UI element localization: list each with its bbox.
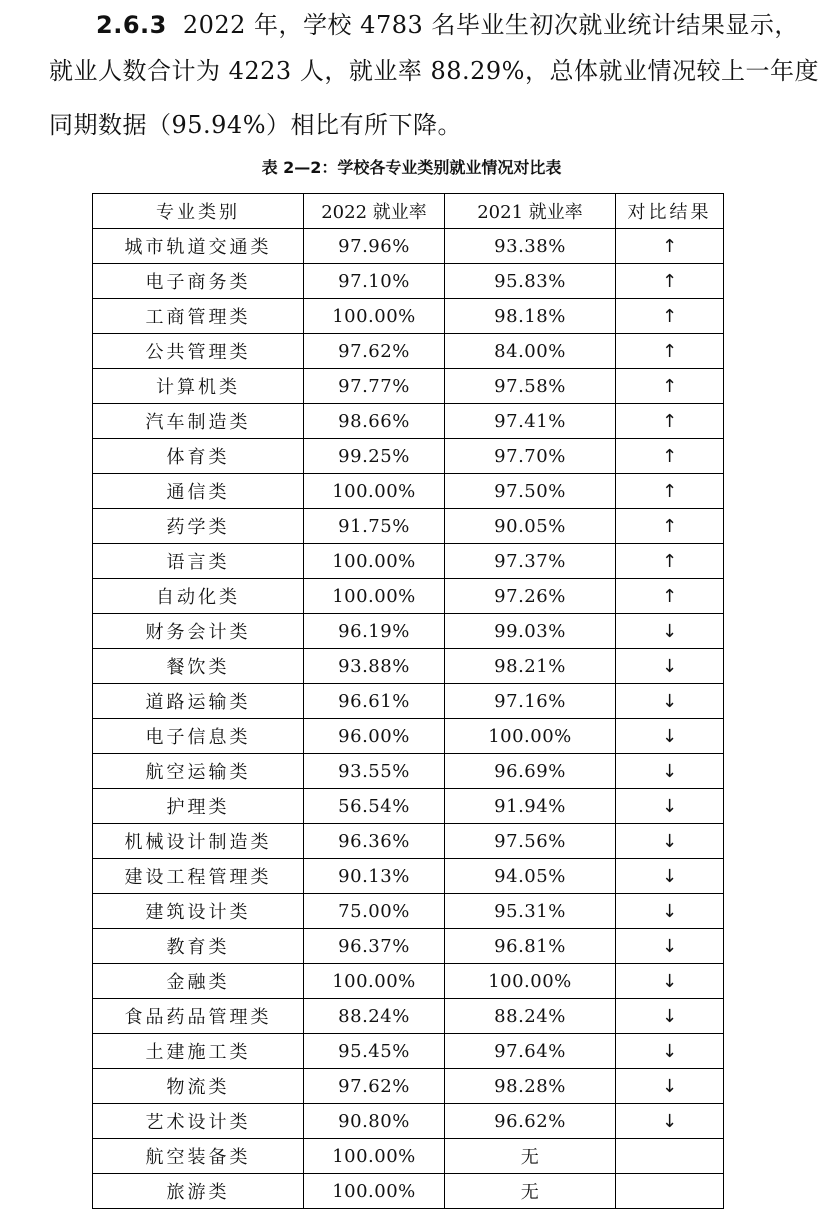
result-cell: ↓ (616, 614, 724, 649)
rate-2021-cell: 93.38% (445, 229, 616, 264)
rate-2021-cell: 无 (445, 1139, 616, 1174)
category-cell: 道路运输类 (93, 684, 304, 719)
category-cell: 旅游类 (93, 1174, 304, 1209)
table-row (93, 229, 724, 264)
category-cell: 语言类 (93, 544, 304, 579)
table-row (93, 1174, 724, 1209)
rate-2022-cell: 100.00% (304, 1174, 445, 1209)
category-cell: 教育类 (93, 929, 304, 964)
rate-2022-cell: 97.96% (304, 229, 445, 264)
result-cell: ↓ (616, 649, 724, 684)
result-cell: ↑ (616, 334, 724, 369)
rate-2021-cell: 97.16% (445, 684, 616, 719)
result-cell: ↓ (616, 754, 724, 789)
rate-2021-cell: 100.00% (445, 964, 616, 999)
table-row (93, 299, 724, 334)
table-header-row (93, 194, 724, 229)
category-cell: 护理类 (93, 789, 304, 824)
table-row (93, 334, 724, 369)
table-row (93, 264, 724, 299)
category-cell: 通信类 (93, 474, 304, 509)
result-cell: ↑ (616, 509, 724, 544)
table-row (93, 929, 724, 964)
table-row (93, 719, 724, 754)
paragraph-line-3: 同期数据（95.94%）相比有所下降。 (49, 111, 463, 139)
rate-2021-cell: 97.56% (445, 824, 616, 859)
rate-2022-cell: 100.00% (304, 544, 445, 579)
table-row (93, 1034, 724, 1069)
rate-2021-cell: 91.94% (445, 789, 616, 824)
paragraph-line-1-text: 2022 年，学校 4783 名毕业生初次就业统计结果显示， (182, 11, 799, 39)
rate-2022-cell: 97.77% (304, 369, 445, 404)
result-cell (616, 1174, 724, 1209)
paragraph-line-1 (96, 10, 799, 40)
table-row (93, 754, 724, 789)
category-cell: 公共管理类 (93, 334, 304, 369)
rate-2021-cell: 无 (445, 1174, 616, 1209)
rate-2022-cell: 96.19% (304, 614, 445, 649)
rate-2022-cell: 100.00% (304, 474, 445, 509)
category-cell: 汽车制造类 (93, 404, 304, 439)
result-cell: ↓ (616, 964, 724, 999)
rate-2021-cell: 97.70% (445, 439, 616, 474)
result-cell (616, 1139, 724, 1174)
table-row (93, 509, 724, 544)
table-row (93, 894, 724, 929)
result-cell: ↑ (616, 404, 724, 439)
rate-2022-cell: 100.00% (304, 964, 445, 999)
result-cell: ↓ (616, 1104, 724, 1139)
rate-2022-cell: 96.61% (304, 684, 445, 719)
rate-2021-cell: 99.03% (445, 614, 616, 649)
header-category: 专业类别 (93, 194, 304, 229)
category-cell: 计算机类 (93, 369, 304, 404)
category-cell: 航空运输类 (93, 754, 304, 789)
table-row (93, 1069, 724, 1104)
rate-2022-cell: 75.00% (304, 894, 445, 929)
rate-2021-cell: 96.81% (445, 929, 616, 964)
table-body (93, 229, 724, 1209)
rate-2021-cell: 97.64% (445, 1034, 616, 1069)
rate-2021-cell: 96.62% (445, 1104, 616, 1139)
table-row (93, 369, 724, 404)
rate-2021-cell: 84.00% (445, 334, 616, 369)
rate-2021-cell: 94.05% (445, 859, 616, 894)
header-result: 对比结果 (616, 194, 724, 229)
rate-2021-cell: 98.28% (445, 1069, 616, 1104)
rate-2021-cell: 97.37% (445, 544, 616, 579)
category-cell: 餐饮类 (93, 649, 304, 684)
rate-2021-cell: 98.18% (445, 299, 616, 334)
rate-2022-cell: 99.25% (304, 439, 445, 474)
category-cell: 药学类 (93, 509, 304, 544)
result-cell: ↓ (616, 789, 724, 824)
table-row (93, 474, 724, 509)
category-cell: 工商管理类 (93, 299, 304, 334)
rate-2022-cell: 100.00% (304, 299, 445, 334)
table-row (93, 614, 724, 649)
rate-2021-cell: 97.50% (445, 474, 616, 509)
rate-2022-cell: 100.00% (304, 1139, 445, 1174)
result-cell: ↑ (616, 369, 724, 404)
employment-comparison-table (92, 193, 724, 1209)
rate-2022-cell: 56.54% (304, 789, 445, 824)
result-cell: ↓ (616, 719, 724, 754)
table-row (93, 439, 724, 474)
result-cell: ↑ (616, 474, 724, 509)
rate-2022-cell: 91.75% (304, 509, 445, 544)
table-caption: 表 2—2：学校各专业类别就业情况对比表 (261, 158, 562, 177)
section-number: 2.6.3 (96, 11, 167, 39)
table-row (93, 824, 724, 859)
rate-2022-cell: 96.37% (304, 929, 445, 964)
rate-2021-cell: 100.00% (445, 719, 616, 754)
rate-2022-cell: 97.62% (304, 1069, 445, 1104)
rate-2022-cell: 96.00% (304, 719, 445, 754)
rate-2022-cell: 88.24% (304, 999, 445, 1034)
table-row (93, 964, 724, 999)
category-cell: 建筑设计类 (93, 894, 304, 929)
result-cell: ↑ (616, 579, 724, 614)
result-cell: ↑ (616, 229, 724, 264)
rate-2022-cell: 100.00% (304, 579, 445, 614)
rate-2021-cell: 90.05% (445, 509, 616, 544)
rate-2022-cell: 90.80% (304, 1104, 445, 1139)
table-row (93, 684, 724, 719)
result-cell: ↑ (616, 264, 724, 299)
table-row (93, 649, 724, 684)
category-cell: 自动化类 (93, 579, 304, 614)
rate-2022-cell: 93.88% (304, 649, 445, 684)
category-cell: 金融类 (93, 964, 304, 999)
result-cell: ↓ (616, 999, 724, 1034)
header-rate-2022: 2022 就业率 (304, 194, 445, 229)
category-cell: 艺术设计类 (93, 1104, 304, 1139)
rate-2021-cell: 97.58% (445, 369, 616, 404)
result-cell: ↑ (616, 544, 724, 579)
category-cell: 财务会计类 (93, 614, 304, 649)
rate-2022-cell: 97.10% (304, 264, 445, 299)
category-cell: 电子商务类 (93, 264, 304, 299)
rate-2021-cell: 88.24% (445, 999, 616, 1034)
category-cell: 土建施工类 (93, 1034, 304, 1069)
category-cell: 航空装备类 (93, 1139, 304, 1174)
table-row (93, 789, 724, 824)
category-cell: 体育类 (93, 439, 304, 474)
rate-2022-cell: 90.13% (304, 859, 445, 894)
table-row (93, 999, 724, 1034)
category-cell: 机械设计制造类 (93, 824, 304, 859)
result-cell: ↓ (616, 684, 724, 719)
table-row (93, 859, 724, 894)
result-cell: ↑ (616, 299, 724, 334)
rate-2021-cell: 95.31% (445, 894, 616, 929)
result-cell: ↑ (616, 439, 724, 474)
result-cell: ↓ (616, 824, 724, 859)
category-cell: 物流类 (93, 1069, 304, 1104)
paragraph-line-2: 就业人数合计为 4223 人，就业率 88.29%，总体就业情况较上一年度 (49, 57, 819, 85)
rate-2022-cell: 93.55% (304, 754, 445, 789)
rate-2021-cell: 95.83% (445, 264, 616, 299)
rate-2021-cell: 96.69% (445, 754, 616, 789)
rate-2022-cell: 95.45% (304, 1034, 445, 1069)
rate-2021-cell: 97.41% (445, 404, 616, 439)
table-row (93, 544, 724, 579)
category-cell: 建设工程管理类 (93, 859, 304, 894)
rate-2022-cell: 96.36% (304, 824, 445, 859)
category-cell: 食品药品管理类 (93, 999, 304, 1034)
rate-2021-cell: 97.26% (445, 579, 616, 614)
table-row (93, 1139, 724, 1174)
table-row (93, 579, 724, 614)
header-rate-2021: 2021 就业率 (445, 194, 616, 229)
rate-2022-cell: 97.62% (304, 334, 445, 369)
rate-2021-cell: 98.21% (445, 649, 616, 684)
table-row (93, 404, 724, 439)
rate-2022-cell: 98.66% (304, 404, 445, 439)
result-cell: ↓ (616, 859, 724, 894)
category-cell: 电子信息类 (93, 719, 304, 754)
result-cell: ↓ (616, 894, 724, 929)
result-cell: ↓ (616, 1069, 724, 1104)
result-cell: ↓ (616, 929, 724, 964)
table-row (93, 1104, 724, 1139)
category-cell: 城市轨道交通类 (93, 229, 304, 264)
result-cell: ↓ (616, 1034, 724, 1069)
